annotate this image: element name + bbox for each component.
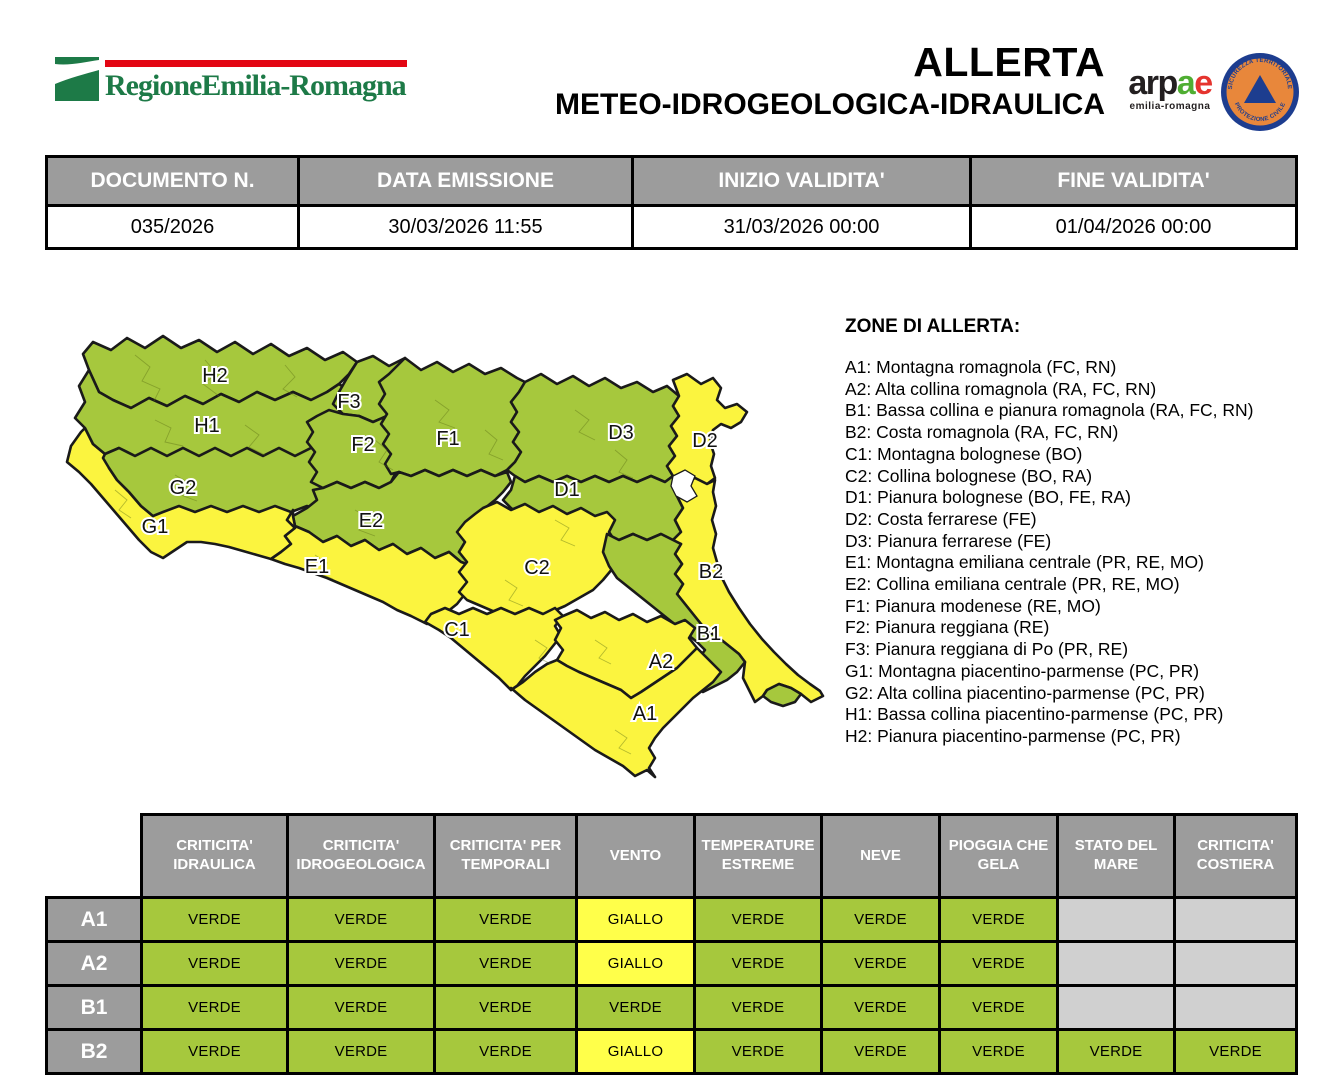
cell-B2-pioggia: VERDE [940,1030,1058,1074]
legend-item-E2: E2: Collina emiliana centrale (PR, RE, MO) [845,574,1180,595]
cell-B2-neve: VERDE [822,1030,940,1074]
doc-header-emissione: DATA EMISSIONE [299,157,633,206]
legend-item-C2: C2: Collina bolognese (BO, RA) [845,465,1093,486]
col-header-criticita-temporali: CRITICITA' PER TEMPORALI [435,815,577,898]
legend-item-C1: C1: Montagna bolognese (BO) [845,443,1083,464]
cell-B2-temperature: VERDE [695,1030,822,1074]
document-info-table [45,155,1298,250]
row-label-B2: B2 [47,1030,142,1074]
col-header-pioggia-che-gela: PIOGGIA CHE GELA [940,815,1058,898]
cell-B1-vento: VERDE [577,986,695,1030]
cell-B2-temporali: VERDE [435,1030,577,1074]
legend-item-G1: G1: Montagna piacentino-parmense (PC, PR) [845,660,1200,681]
legend-item-B1: B1: Bassa collina e pianura romagnola (RA, FC, RN) [845,400,1254,421]
cell-A1-temperature: VERDE [695,898,822,942]
zone-label-E1: E1 [304,556,330,578]
cell-A1-idraulica: VERDE [142,898,288,942]
cell-A2-temporali: VERDE [435,942,577,986]
cell-A2-vento: GIALLO [577,942,695,986]
cell-A2-idrogeologica: VERDE [288,942,435,986]
cell-A2-mare [1058,942,1175,986]
col-header-vento: VENTO [577,815,695,898]
cell-A2-pioggia: VERDE [940,942,1058,986]
doc-table-header-row [47,157,1297,206]
cell-B2-vento: GIALLO [577,1030,695,1074]
badge-top-text: SICUREZZA TERRITORIALE [1227,57,1293,90]
badge-bottom-text: PROTEZIONE CIVILE [1232,101,1288,124]
zone-label-D3: D3 [608,422,634,444]
zone-label-D2: D2 [692,430,718,452]
alert-row-A2 [47,942,1297,986]
doc-header-fine: FINE VALIDITA' [971,157,1297,206]
arpae-green-letter: a [1176,64,1195,102]
zone-label-A1: A1 [632,703,658,725]
zone-label-A2: A2 [648,651,674,673]
row-label-A1: A1 [47,898,142,942]
doc-value-inizio: 31/03/2026 00:00 [633,206,971,249]
col-header-stato-del-mare: STATO DEL MARE [1058,815,1175,898]
zone-label-B1: B1 [696,623,722,645]
cell-A1-costiera [1175,898,1297,942]
alert-row-B2 [47,1030,1297,1074]
arpae-red-letter: e [1194,64,1212,102]
region-emilia-romagna-logo [55,57,407,103]
arpae-subtext: emilia-romagna [1129,101,1211,112]
cell-A1-idrogeologica: VERDE [288,898,435,942]
cell-B1-costiera [1175,986,1297,1030]
legend-item-H2: H2: Pianura piacentino-parmense (PC, PR) [845,725,1181,746]
alert-level-table [45,813,1298,1075]
col-header-temperature-estreme: TEMPERATURE ESTREME [695,815,822,898]
zone-legend [845,316,1323,748]
region-logo-red-bar [105,60,407,67]
doc-header-inizio: INIZIO VALIDITA' [633,157,971,206]
col-header-criticita-idrogeologica: CRITICITA' IDROGEOLOGICA [288,815,435,898]
title-line1: ALLERTA [913,39,1105,85]
doc-value-documento: 035/2026 [47,206,299,249]
map-zone-D2 [667,374,747,484]
cell-B2-mare: VERDE [1058,1030,1175,1074]
zone-label-F1: F1 [436,428,460,450]
zone-label-E2: E2 [358,510,384,532]
cell-B2-idraulica: VERDE [142,1030,288,1074]
cell-A1-vento: GIALLO [577,898,695,942]
document-title [555,39,1105,121]
cell-A1-mare [1058,898,1175,942]
region-logo-text: RegioneEmilia-Romagna [105,69,406,102]
legend-item-G2: G2: Alta collina piacentino-parmense (PC, PR) [845,682,1205,703]
legend-item-F2: F2: Pianura reggiana (RE) [845,617,1050,638]
doc-value-emissione: 30/03/2026 11:55 [299,206,633,249]
cell-B1-mare [1058,986,1175,1030]
doc-value-fine: 01/04/2026 00:00 [971,206,1297,249]
cell-B1-idrogeologica: VERDE [288,986,435,1030]
row-label-B1: B1 [47,986,142,1030]
legend-item-A1: A1: Montagna romagnola (FC, RN) [845,357,1117,377]
arpae-logo [1122,66,1218,112]
legend-title: ZONE DI ALLERTA: [845,316,1021,337]
col-header-criticita-idraulica: CRITICITA' IDRAULICA [142,815,288,898]
arpae-black-letters: arp [1128,64,1177,102]
legend-item-D2: D2: Costa ferrarese (FE) [845,508,1037,529]
cell-B1-neve: VERDE [822,986,940,1030]
alert-header-blank [47,815,142,898]
cell-B1-temperature: VERDE [695,986,822,1030]
cell-B1-pioggia: VERDE [940,986,1058,1030]
map-zone-D3 [507,374,679,482]
cell-A1-temporali: VERDE [435,898,577,942]
col-header-neve: NEVE [822,815,940,898]
doc-table-value-row [47,206,1297,249]
legend-item-F1: F1: Pianura modenese (RE, MO) [845,595,1101,616]
doc-header-documento: DOCUMENTO N. [47,157,299,206]
legend-item-F3: F3: Pianura reggiana di Po (PR, RE) [845,639,1129,660]
zone-label-H2: H2 [202,365,228,387]
region-logo-icon [55,57,99,101]
alert-table-header-row [47,815,1297,898]
cell-A2-neve: VERDE [822,942,940,986]
zone-label-H1: H1 [194,415,220,437]
legend-item-A2: A2: Alta collina romagnola (RA, FC, RN) [845,378,1157,399]
cell-B1-temporali: VERDE [435,986,577,1030]
title-line2: METEO-IDROGEOLOGICA-IDRAULICA [555,88,1105,121]
zone-label-F3: F3 [337,391,361,413]
legend-item-B2: B2: Costa romagnola (RA, FC, RN) [845,422,1119,443]
zone-label-C1: C1 [444,619,470,641]
cell-B2-costiera: VERDE [1175,1030,1297,1074]
map-zone-F1 [379,358,525,476]
alert-zones-map [55,330,845,780]
cell-A2-idraulica: VERDE [142,942,288,986]
cell-B1-idraulica: VERDE [142,986,288,1030]
alert-row-A1 [47,898,1297,942]
cell-B2-idrogeologica: VERDE [288,1030,435,1074]
zone-label-D1: D1 [554,479,580,501]
cell-A1-pioggia: VERDE [940,898,1058,942]
cell-A2-temperature: VERDE [695,942,822,986]
arpae-wordmark [1122,66,1218,100]
cell-A2-costiera [1175,942,1297,986]
legend-item-D1: D1: Pianura bolognese (BO, FE, RA) [845,487,1131,508]
protezione-civile-badge-icon [1220,52,1300,132]
col-header-criticita-costiera: CRITICITA' COSTIERA [1175,815,1297,898]
legend-item-D3: D3: Pianura ferrarese (FE) [845,530,1052,551]
zone-label-B2: B2 [698,561,724,583]
zone-label-G1: G1 [141,516,169,538]
legend-item-E1: E1: Montagna emiliana centrale (PR, RE, MO) [845,552,1204,573]
row-label-A2: A2 [47,942,142,986]
legend-item-H1: H1: Bassa collina piacentino-parmense (PC, PR) [845,704,1224,725]
cell-A1-neve: VERDE [822,898,940,942]
zone-label-F2: F2 [351,434,375,456]
zone-label-G2: G2 [169,477,197,499]
zone-label-C2: C2 [524,557,550,579]
alert-row-B1 [47,986,1297,1030]
